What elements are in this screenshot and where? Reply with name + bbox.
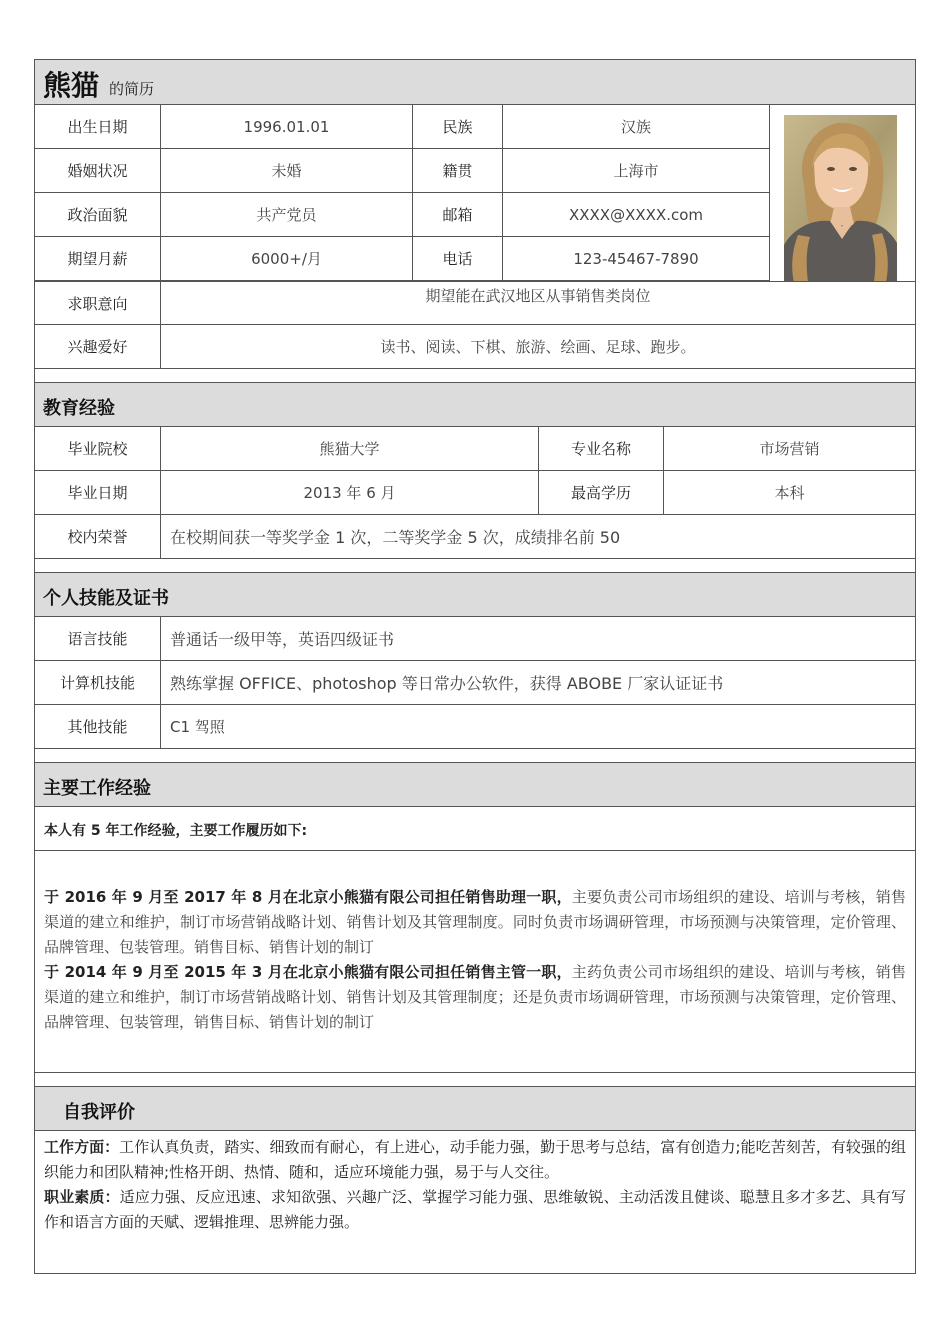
degree-value: 本科 — [663, 471, 915, 514]
self-eval-header — [35, 1086, 915, 1131]
degree-label: 最高学历 — [538, 471, 663, 514]
skills-row-computer — [35, 661, 915, 705]
marital-value: 未婚 — [160, 149, 412, 192]
major-label: 专业名称 — [538, 427, 663, 470]
ethnic-label: 民族 — [412, 105, 502, 148]
work-intro-row — [35, 807, 915, 851]
hobby-label: 兴趣爱好 — [67, 338, 128, 356]
hobby-value: 读书、阅读、下棋、旅游、绘画、足球、跑步。 — [160, 325, 915, 368]
skills-row-other — [35, 705, 915, 749]
education-row-honor — [35, 515, 915, 559]
email-label: 邮箱 — [412, 193, 502, 236]
education-row-grad — [35, 471, 915, 515]
self-eval-work — [44, 1135, 906, 1185]
work-job-1-text: 主要负责公司市场组织的建设、培训与考核，销售渠道的建立和维护，制订市场营销战略计划、销售计划及其管理制度。同时负责市场调研管理，市场预测与决策管理，定价管理、品牌管理、包装管理。销售目标、销售计划的制订 — [44, 888, 906, 956]
honor-value: 在校期间获一等奖学金 1 次，二等奖学金 5 次，成绩排名前 50 — [160, 515, 915, 558]
phone-label: 电话 — [412, 237, 502, 280]
phone-value: 123-45467-7890 — [502, 237, 769, 280]
ethnic-value: 汉族 — [502, 105, 769, 148]
photo-column-border — [769, 105, 770, 281]
language-value: 普通话一级甲等，英语四级证书 — [160, 617, 915, 660]
self-eval-quality-title: 职业素质： — [44, 1188, 120, 1206]
work-job-2 — [44, 960, 906, 1035]
salary-value: 6000+/月 — [160, 237, 412, 280]
work-header — [35, 762, 915, 807]
basic-row-hobby — [35, 325, 915, 369]
self-eval-heading: 自我评价 — [63, 1102, 135, 1123]
origin-label: 籍贯 — [412, 149, 502, 192]
basic-row-birth — [35, 105, 769, 149]
skills-heading: 个人技能及证书 — [43, 588, 169, 609]
basic-row-political — [35, 193, 769, 237]
computer-value: 熟练掌握 OFFICE、photoshop 等日常办公软件，获得 ABOBE 厂家认证证书 — [160, 661, 915, 704]
work-job-1 — [44, 885, 906, 960]
work-detail-row — [35, 851, 915, 1073]
origin-value: 上海市 — [502, 149, 769, 192]
basic-row-salary — [35, 237, 769, 281]
work-job-1-title: 于 2016 年 9 月至 2017 年 8 月在北京小熊猫有限公司担任销售助理一职， — [44, 888, 572, 906]
grad-value: 2013 年 6 月 — [160, 471, 538, 514]
intent-value: 期望能在武汉地区从事销售类岗位 — [160, 282, 915, 324]
work-job-2-text: 主药负责公司市场组织的建设、培训与考核，销售渠道的建立和维护，制订市场营销战略计划、销售计划及其管理制度；还是负责市场调研管理，市场预测与决策管理，定价管理、品牌管理、包装管理，销售目标、销售计划的制订 — [44, 963, 906, 1031]
self-eval-quality-text: 适应力强、反应迅速、求知欲强、兴趣广泛、掌握学习能力强、思维敏锐、主动活泼且健谈、聪慧且多才多艺、具有写作和语言方面的天赋、逻辑推理、思辨能力强。 — [44, 1188, 906, 1231]
self-eval-quality — [44, 1185, 906, 1235]
profile-photo — [784, 115, 897, 282]
work-job-2-title: 于 2014 年 9 月至 2015 年 3 月在北京小熊猫有限公司担任销售主管一职， — [44, 963, 572, 981]
email-value: XXXX@XXXX.com — [502, 193, 769, 236]
education-heading: 教育经验 — [43, 398, 115, 419]
political-label: 政治面貌 — [67, 206, 128, 224]
resume-name: 熊猫 — [43, 69, 100, 102]
basic-row-intent — [35, 281, 915, 325]
honor-label: 校内荣誉 — [67, 528, 128, 546]
salary-label: 期望月薪 — [67, 250, 128, 268]
major-value: 市场营销 — [663, 427, 915, 470]
work-intro: 本人有 5 年工作经验，主要工作履历如下: — [44, 823, 308, 839]
political-value: 共产党员 — [160, 193, 412, 236]
resume-page — [34, 59, 916, 1274]
self-eval-work-text: 工作认真负责，踏实、细致而有耐心，有上进心，动手能力强，勤于思考与总结，富有创造力;能吃苦刻苦，有较强的组织能力和团队精神;性格开朗、热情、随和，适应环境能力强，易于与人交往。 — [44, 1138, 906, 1181]
resume-title-suffix: 的简历 — [109, 80, 155, 98]
work-heading: 主要工作经验 — [43, 778, 151, 799]
language-label: 语言技能 — [67, 630, 128, 648]
resume-title-bar — [35, 60, 915, 105]
skills-row-language — [35, 617, 915, 661]
school-label: 毕业院校 — [67, 440, 128, 458]
intent-label: 求职意向 — [67, 294, 128, 313]
other-value: C1 驾照 — [160, 705, 915, 748]
computer-label: 计算机技能 — [59, 674, 135, 692]
education-header — [35, 382, 915, 427]
profile-photo-image — [784, 115, 897, 282]
birth-value: 1996.01.01 — [160, 105, 412, 148]
self-eval-work-title: 工作方面： — [44, 1138, 120, 1156]
grad-label: 毕业日期 — [67, 484, 128, 502]
other-label: 其他技能 — [67, 718, 128, 736]
education-row-school — [35, 427, 915, 471]
marital-label: 婚姻状况 — [67, 162, 128, 180]
basic-row-marital — [35, 149, 769, 193]
self-eval-body — [35, 1131, 915, 1273]
school-value: 熊猫大学 — [160, 427, 538, 470]
birth-label: 出生日期 — [67, 118, 128, 136]
skills-header — [35, 572, 915, 617]
